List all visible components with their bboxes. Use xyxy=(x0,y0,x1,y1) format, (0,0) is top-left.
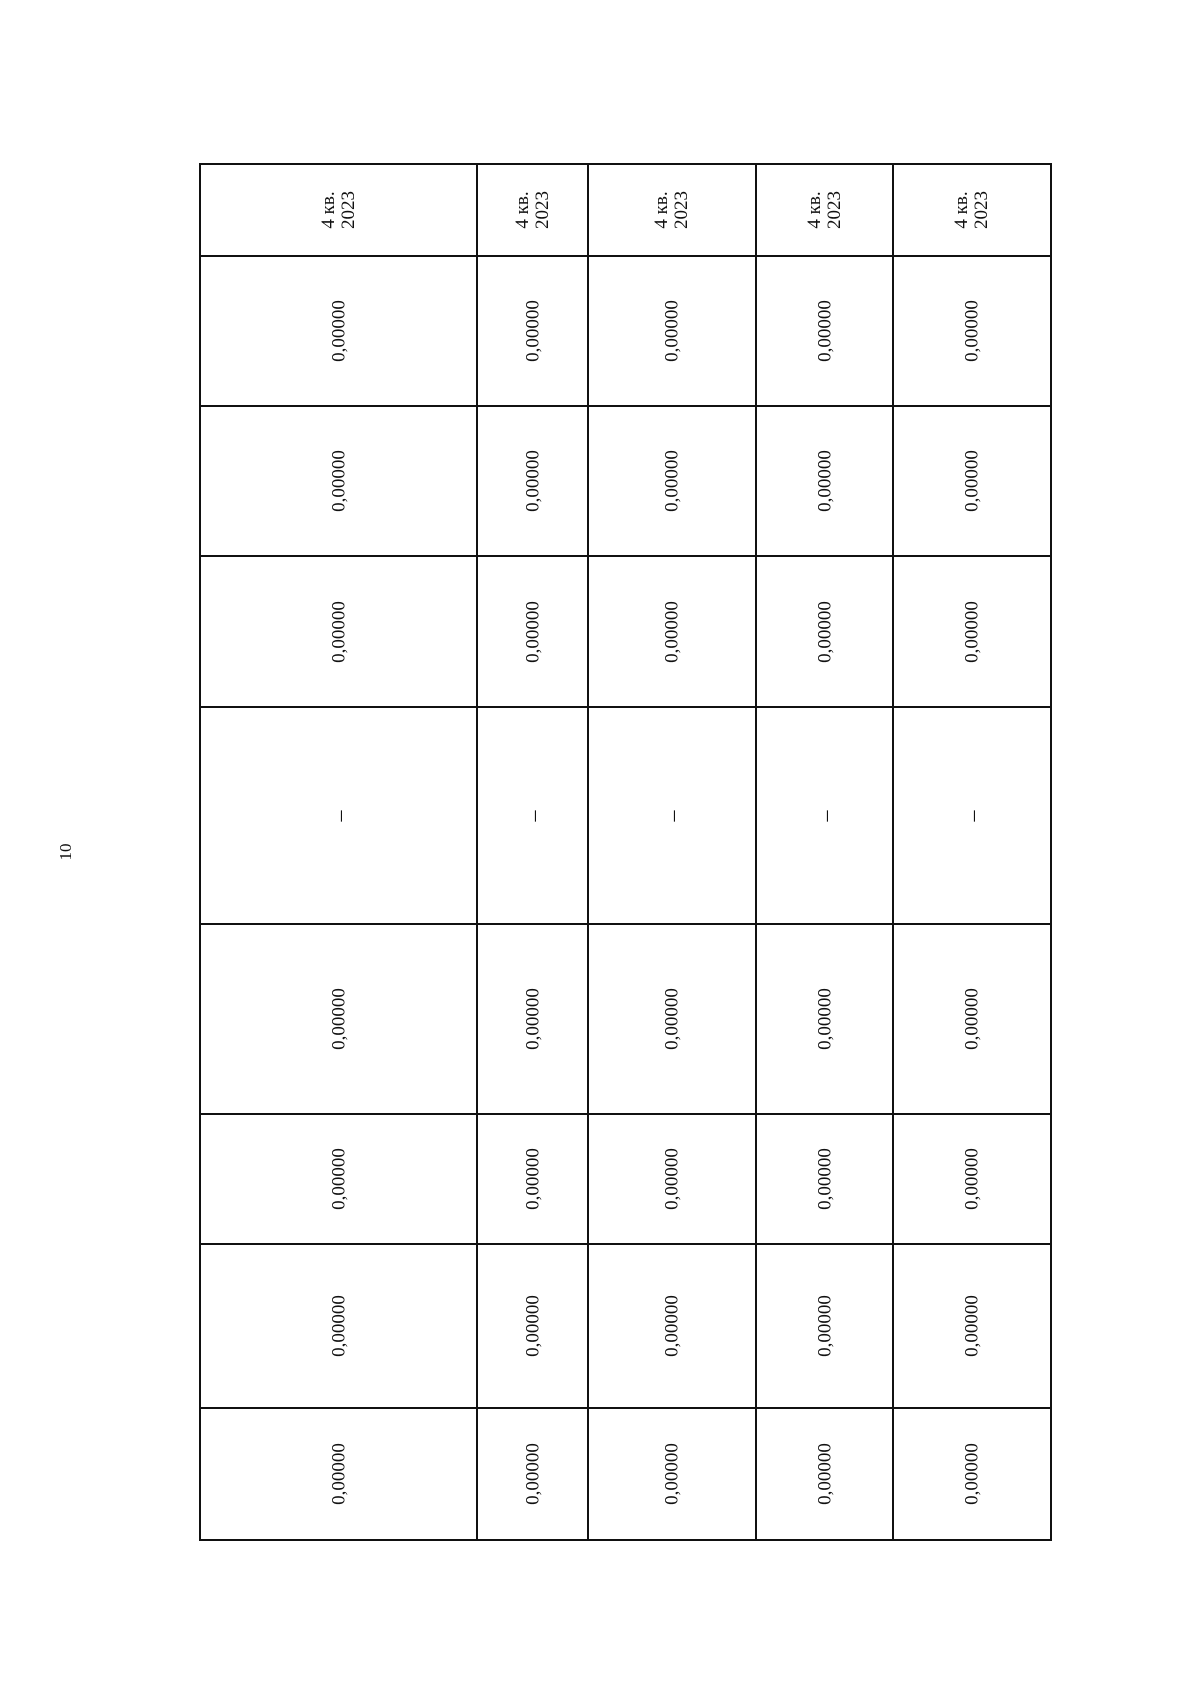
value-text: 0,00000 xyxy=(961,1295,983,1357)
value-text: 0,00000 xyxy=(522,988,543,1050)
value-cell xyxy=(589,1115,755,1245)
value-text: 0,00000 xyxy=(961,988,983,1050)
value-text: 0,00000 xyxy=(961,300,983,362)
value-cell xyxy=(757,1115,892,1245)
value-text: 0,00000 xyxy=(328,450,349,512)
value-text: 0,00000 xyxy=(661,450,683,512)
table-row xyxy=(587,165,755,1539)
value-text: 0,00000 xyxy=(814,1443,835,1505)
value-text: 0,00000 xyxy=(961,450,983,512)
value-cell xyxy=(201,407,476,557)
value-cell xyxy=(478,407,587,557)
value-text: 0,00000 xyxy=(522,1295,543,1357)
value-text: 0,00000 xyxy=(522,600,543,663)
value-cell xyxy=(894,1245,1050,1409)
value-cell xyxy=(589,708,755,925)
value-cell xyxy=(757,557,892,708)
value-cell xyxy=(894,557,1050,708)
value-cell xyxy=(757,1409,892,1539)
value-cell xyxy=(201,708,476,925)
value-cell xyxy=(894,1115,1050,1245)
period-year: 2023 xyxy=(971,191,992,229)
value-text: 0,00000 xyxy=(961,1443,983,1505)
value-text: 0,00000 xyxy=(328,988,349,1050)
value-text: 0,00000 xyxy=(814,450,835,512)
value-text: 0,00000 xyxy=(328,1148,349,1210)
period-year: 2023 xyxy=(823,191,845,229)
data-table xyxy=(199,163,1052,1541)
table-row xyxy=(476,165,587,1539)
value-text: 0,00000 xyxy=(328,1443,349,1505)
value-text: 0,00000 xyxy=(814,1148,835,1210)
value-text: 0,00000 xyxy=(522,1443,543,1505)
value-text: 0,00000 xyxy=(814,1295,835,1357)
period-quarter: 4 кв. xyxy=(651,191,672,229)
table-row xyxy=(755,165,892,1539)
period-label xyxy=(652,191,692,229)
value-cell xyxy=(478,257,587,407)
value-cell xyxy=(757,708,892,925)
value-text: – xyxy=(520,810,545,821)
value-text: 0,00000 xyxy=(814,600,835,663)
value-cell xyxy=(201,1245,476,1409)
value-cell xyxy=(589,1409,755,1539)
period-cell xyxy=(757,165,892,257)
value-text: 0,00000 xyxy=(661,300,683,362)
period-year: 2023 xyxy=(671,191,692,229)
value-cell xyxy=(894,925,1050,1115)
value-cell xyxy=(894,1409,1050,1539)
value-cell xyxy=(757,257,892,407)
value-text: 0,00000 xyxy=(961,1148,983,1210)
value-text: – xyxy=(326,810,351,821)
value-cell xyxy=(589,257,755,407)
value-cell xyxy=(201,1409,476,1539)
value-cell xyxy=(589,1245,755,1409)
value-cell xyxy=(201,257,476,407)
value-text: – xyxy=(659,810,685,821)
table-row xyxy=(892,165,1050,1539)
value-cell xyxy=(589,925,755,1115)
value-cell xyxy=(201,925,476,1115)
period-label xyxy=(805,191,845,229)
value-cell xyxy=(757,1245,892,1409)
period-label xyxy=(513,191,553,229)
period-year: 2023 xyxy=(337,191,359,229)
value-cell xyxy=(478,1115,587,1245)
period-label xyxy=(319,191,359,229)
period-cell xyxy=(478,165,587,257)
value-text: 0,00000 xyxy=(661,1443,683,1505)
value-text: 0,00000 xyxy=(661,988,683,1050)
period-cell xyxy=(589,165,755,257)
table-row xyxy=(201,165,476,1539)
value-cell xyxy=(894,257,1050,407)
value-cell xyxy=(478,708,587,925)
value-text: 0,00000 xyxy=(661,600,683,663)
page-number: 10 xyxy=(56,843,75,861)
value-cell xyxy=(757,407,892,557)
value-cell xyxy=(478,925,587,1115)
value-cell xyxy=(478,557,587,708)
value-cell xyxy=(757,925,892,1115)
period-quarter: 4 кв. xyxy=(317,191,339,229)
value-cell xyxy=(894,708,1050,925)
value-text: 0,00000 xyxy=(328,300,349,362)
period-quarter: 4 кв. xyxy=(951,191,972,229)
value-text: 0,00000 xyxy=(961,600,983,663)
value-cell xyxy=(589,557,755,708)
value-cell xyxy=(201,557,476,708)
value-text: 0,00000 xyxy=(522,1148,543,1210)
period-year: 2023 xyxy=(531,191,553,229)
value-text: – xyxy=(959,810,985,821)
value-cell xyxy=(201,1115,476,1245)
value-text: 0,00000 xyxy=(522,450,543,512)
value-text: 0,00000 xyxy=(328,600,349,663)
value-text: 0,00000 xyxy=(661,1148,683,1210)
value-text: 0,00000 xyxy=(661,1295,683,1357)
value-text: 0,00000 xyxy=(814,988,835,1050)
period-label xyxy=(952,191,992,229)
value-text: – xyxy=(812,810,837,821)
value-text: 0,00000 xyxy=(328,1295,349,1357)
value-cell xyxy=(589,407,755,557)
value-cell xyxy=(894,407,1050,557)
value-text: 0,00000 xyxy=(814,300,835,362)
value-cell xyxy=(478,1245,587,1409)
value-cell xyxy=(478,1409,587,1539)
period-cell xyxy=(201,165,476,257)
period-cell xyxy=(894,165,1050,257)
period-quarter: 4 кв. xyxy=(803,191,825,229)
period-quarter: 4 кв. xyxy=(511,191,533,229)
value-text: 0,00000 xyxy=(522,300,543,362)
